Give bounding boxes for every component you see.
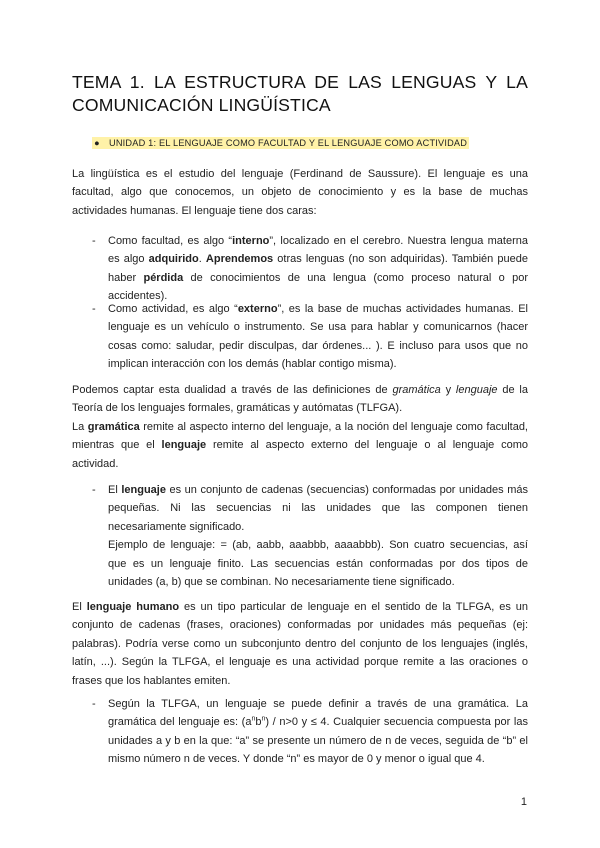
intro-paragraph bbox=[72, 165, 528, 220]
title-line-2: COMUNICACIÓN LINGÜÍSTICA bbox=[72, 95, 331, 115]
list-item-facultad bbox=[92, 232, 528, 306]
page-number: 1 bbox=[520, 796, 527, 808]
dash-bullet: - bbox=[92, 235, 96, 247]
italic-term: gramática bbox=[392, 384, 441, 396]
bold-term: externo bbox=[237, 303, 278, 315]
item-line: Ejemplo de lenguaje: = (ab, aabb, aaabbb, aaaabbb). Son cuatro secuencias, así bbox=[108, 539, 528, 552]
text: ) / n>0 y ≤ 4. Cualquier secuencia compuesta por las bbox=[265, 716, 528, 729]
item-line bbox=[108, 269, 528, 287]
bold-term: lenguaje bbox=[161, 439, 207, 452]
text: ”, es la base de muchas actividades humanas. El bbox=[277, 303, 528, 315]
text: es algo bbox=[108, 253, 149, 266]
text: . bbox=[198, 253, 206, 266]
intro-line: actividades humanas. El lenguaje tiene dos caras: bbox=[72, 204, 317, 217]
item-line: implican interacción con los demás (hablar contigo misma). bbox=[108, 358, 397, 371]
text: remite al aspecto interno del lenguaje, a la noción del lenguaje como facultad, bbox=[139, 420, 528, 433]
intro-line: facultad, algo que conocemos, un objeto de conocimiento y es la base de muchas bbox=[72, 186, 528, 199]
text: es un tipo particular de lenguaje en el sentido de la TLFGA, es un bbox=[179, 601, 528, 613]
item-line: accidentes). bbox=[108, 290, 168, 303]
bold-term: interno bbox=[232, 235, 270, 247]
para-line: actividad. bbox=[72, 457, 119, 470]
bold-term: pérdida bbox=[143, 271, 184, 284]
text: b bbox=[255, 716, 262, 729]
text: La bbox=[72, 420, 88, 433]
item-line bbox=[108, 481, 528, 499]
list-item-tlfga bbox=[92, 695, 528, 769]
para-line bbox=[72, 598, 528, 616]
text: gramática del lenguaje es: (a bbox=[108, 716, 252, 729]
item-line: Según la TLFGA, un lenguaje se puede definir a través de una gramática. La bbox=[108, 698, 528, 710]
para-line bbox=[72, 418, 528, 436]
dash-bullet: - bbox=[92, 698, 96, 710]
superscript: n bbox=[261, 715, 266, 723]
text: Como facultad, es algo “ bbox=[108, 235, 233, 247]
bold-term: adquirido bbox=[148, 253, 199, 266]
item-line bbox=[108, 300, 528, 318]
item-line: pequeñas. Ni las secuencias ni las unidades que las componen tienen bbox=[108, 502, 528, 515]
item-line bbox=[108, 250, 528, 268]
text: El bbox=[108, 484, 122, 496]
text: remite al aspecto externo del lenguaje o al lenguaje como bbox=[206, 439, 528, 452]
item-line: unidades (a, b) que se combinan. No necesariamente tiene significado. bbox=[108, 576, 455, 589]
text: El bbox=[72, 601, 87, 613]
item-line: que es un lenguaje finito. Las secuencias están conformadas por dos tipos de bbox=[108, 557, 528, 570]
para-line: conjunto de cadenas (frases, oraciones) conformadas por unidades más pequeñas (ej: bbox=[72, 619, 528, 632]
dash-bullet: - bbox=[92, 303, 96, 315]
dash-bullet: - bbox=[92, 484, 96, 496]
title-line-1: TEMA 1. LA ESTRUCTURA DE LAS LENGUAS Y LA bbox=[72, 72, 528, 92]
bold-term: lenguaje bbox=[121, 484, 166, 496]
bold-term: gramática bbox=[87, 420, 140, 433]
para-line: palabras). Podría verse como un subconjunto dentro del conjunto de los lenguajes (inglés, bbox=[72, 637, 528, 650]
text: Como actividad, es algo “ bbox=[108, 303, 238, 315]
item-line bbox=[108, 713, 528, 731]
text: otras lenguas (no son adquiridas). También puede bbox=[273, 253, 528, 266]
list-item-lenguaje bbox=[92, 481, 528, 591]
superscript: n bbox=[251, 715, 256, 723]
para-line: frases que los hablantes emiten. bbox=[72, 674, 231, 687]
item-line: unidades a y b en la que: “a” se presente un número de n de veces, seguida de “b” el bbox=[108, 734, 528, 747]
italic-term: lenguaje bbox=[455, 384, 498, 396]
unit-heading-text: UNIDAD 1: EL LENGUAJE COMO FACULTAD Y EL LENGUAJE COMO ACTIVIDAD bbox=[109, 138, 468, 148]
bullet-icon: ● bbox=[94, 138, 100, 148]
item-line: lenguaje es un vehículo o instrumento. Se usa para hablar y comunicarnos (hacer bbox=[108, 321, 528, 334]
unit-heading bbox=[92, 137, 469, 149]
humano-paragraph bbox=[72, 598, 528, 690]
item-line: necesariamente significado. bbox=[108, 520, 245, 533]
para-line bbox=[72, 381, 528, 399]
text: es un conjunto de cadenas (secuencias) conformadas por unidades más bbox=[165, 484, 529, 496]
bold-term: lenguaje humano bbox=[86, 601, 180, 613]
text: haber bbox=[108, 271, 144, 284]
page-title bbox=[72, 71, 528, 117]
duality-paragraph bbox=[72, 381, 528, 473]
text: Podemos captar esta dualidad a través de las definiciones de bbox=[72, 384, 393, 396]
text: de conocimientos de una lengua (como proceso natural o por bbox=[183, 271, 528, 284]
bold-term: Aprendemos bbox=[205, 253, 274, 266]
para-line: latín, ...). Según la TLFGA, el lenguaje es una actividad porque remite a las oraciones o bbox=[72, 656, 528, 669]
intro-line: La lingüística es el estudio del lenguaje (Ferdinand de Saussure). El lenguaje es una bbox=[72, 168, 528, 180]
list-item-actividad bbox=[92, 300, 528, 374]
text: y bbox=[440, 384, 456, 396]
item-line: mismo número n de veces. Y donde “n” es mayor de 0 y menor o igual que 4. bbox=[108, 753, 485, 766]
text: mientras que el bbox=[72, 439, 162, 452]
item-line bbox=[108, 232, 528, 250]
text: de la bbox=[497, 384, 528, 396]
para-line bbox=[72, 436, 528, 454]
text: ”, localizado en el cerebro. Nuestra lengua materna bbox=[269, 235, 528, 247]
item-line: cosas como: saludar, pedir disculpas, dar órdenes... ). E incluso para usos que no bbox=[108, 339, 528, 352]
para-line: Teoría de los lenguajes formales, gramáticas y autómatas (TLFGA). bbox=[72, 402, 403, 415]
